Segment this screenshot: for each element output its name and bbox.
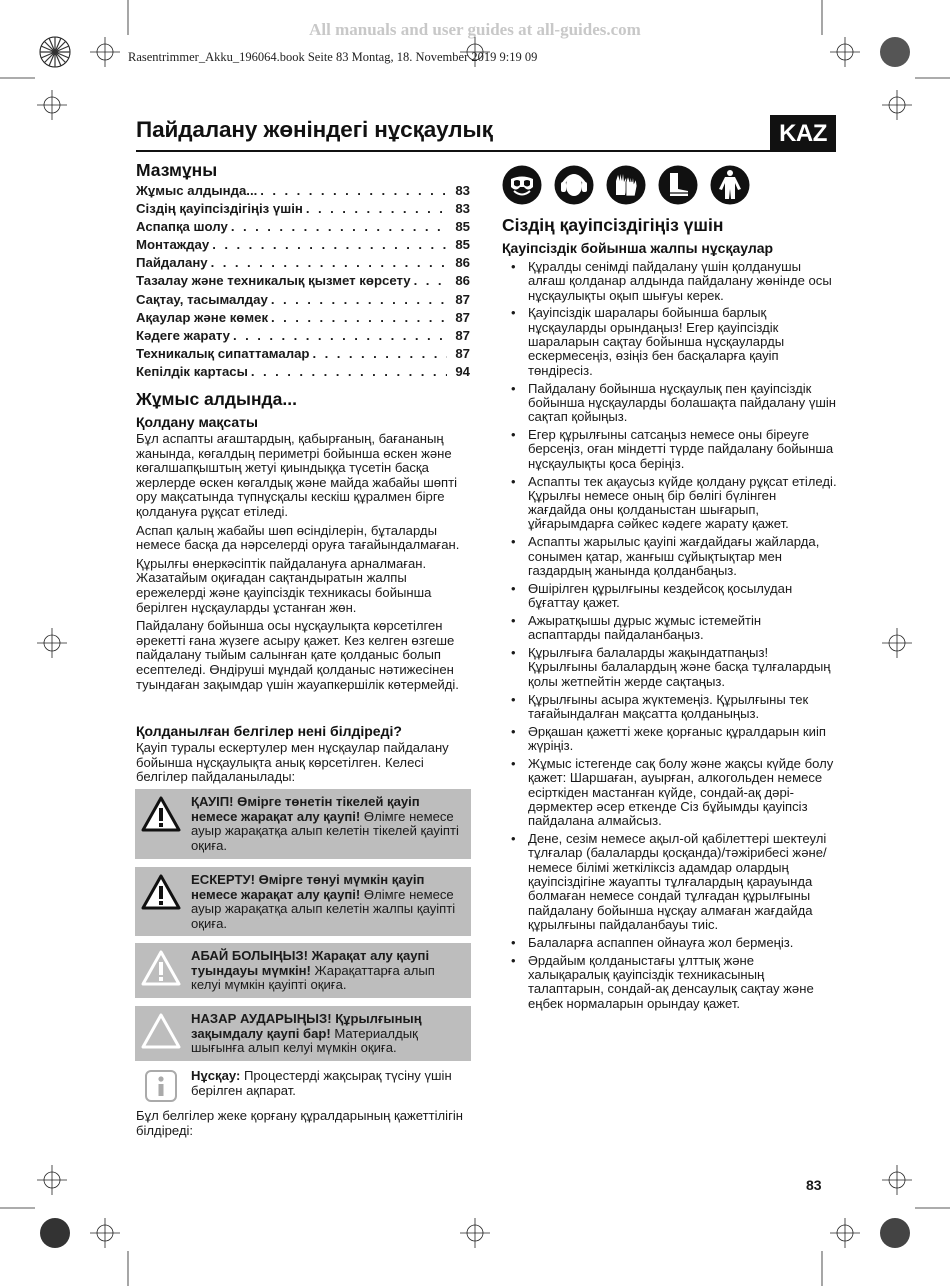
attention-triangle-icon (141, 1013, 181, 1049)
warning-text: Өлімге немесе ауыр жарақатқа алып келетін жалпы қауіпті оқиға. (191, 886, 456, 931)
toc-leader (414, 273, 447, 288)
safety-item: • Ажыратқышы дұрыс жұмыс істемейтін аспаптарды пайдаланбаңыз. (502, 614, 837, 643)
toc-row[interactable] (136, 255, 470, 273)
toc-page: 83 (455, 183, 470, 198)
toc-page: 86 (455, 273, 470, 289)
watermark-text: All manuals and user guides at all-guides.com (309, 20, 641, 39)
toc-row[interactable] (136, 273, 470, 291)
title-rule (136, 150, 836, 152)
toc-label: Техникалық сипаттамалар (136, 345, 310, 361)
toc-label: Монтаждау (136, 237, 210, 253)
ppe-icons (502, 165, 750, 205)
page-number: 83 (806, 1177, 822, 1193)
toc-page: 87 (455, 345, 470, 361)
toc-label: Аспапқа шолу (136, 219, 228, 235)
overalls-icon (710, 165, 750, 205)
toc-page: 94 (455, 363, 470, 379)
toc-row[interactable] (136, 201, 470, 219)
table-of-contents (136, 183, 470, 382)
warning-title: ЕСКЕРТУ! Өмірге төнуі мүмкін қауіп немесе жарақат алу қаупі! (191, 872, 425, 902)
toc-label: Пайдалану (136, 255, 208, 271)
caution-triangle-icon (141, 950, 181, 986)
toc-label: Ақаулар және көмек (136, 309, 269, 325)
warning-title: АБАЙ БОЛЫҢЫЗ! Жарақат алу қаупі туындауы мүмкін! (191, 948, 430, 978)
attention-box (135, 1006, 471, 1061)
safety-list (502, 260, 837, 1011)
safety-subheading: Қауіпсіздік бойынша жалпы нұсқаулар (502, 240, 774, 256)
toc-leader (312, 346, 447, 361)
toc-page: 85 (455, 237, 470, 253)
warning-triangle-icon (141, 874, 181, 910)
info-icon (144, 1069, 178, 1103)
warning-box (135, 867, 471, 936)
toc-label: Тазалау және техникалық қызмет көрсету (136, 273, 411, 289)
toc-row[interactable] (136, 237, 470, 255)
caution-box (135, 943, 471, 998)
safety-item: • Жұмыс істегенде сақ болу және жақсы күйде болу қажет: Шаршаған, ауырған, алкогольден немесе есірткіден мастанған күйде, сондай-ақ дәрі-дәрмектер әсер еткенде Сіз бұйымды қауіпсіз пайдалана алмайсыз. (502, 757, 837, 828)
note-text: Процестерді жақсырақ түсіну үшін берілген ақпарат. (191, 1068, 452, 1098)
toc-leader (306, 201, 447, 216)
toc-label: Сақтау, тасымалдау (136, 291, 268, 307)
toc-leader (271, 292, 447, 307)
warning-title: ҚАУІП! Өмірге төнетін тікелей қауіп немесе жарақат алу қаупі! (191, 794, 420, 824)
safety-item: • Балаларға аспаппен ойнауға жол бермеңіз. (502, 936, 837, 950)
toc-leader (212, 237, 447, 252)
toc-row[interactable] (136, 292, 470, 310)
safety-item: • Аспапты жарылыс қауіпі жағдайдағы жайларда, сонымен қатар, жанғыш сұйықтықтар мен газдардың жанында қолданбаңыз. (502, 535, 837, 578)
symbols-heading: Қолданылған белгілер нені білдіреді? (136, 723, 402, 739)
danger-box (135, 789, 471, 859)
paragraph: Пайдалану бойынша осы нұсқаулықта көрсетілген әрекетті ғана жүзеге асыру қажет. Кез келген өзгеше пайдалану тыйым салынған қате қолданыс болып есептеледі. Өндіруші мұндай қолданыс нәтижесінен туындаған зақымдар үшін жауапкершілік көтермейді. (136, 618, 459, 692)
warning-title: НАЗАР АУДАРЫҢЫЗ! Құрылғының зақымдалу қаупі бар! (191, 1011, 422, 1041)
toc-leader (271, 310, 447, 325)
ear-protection-icon (554, 165, 594, 205)
toc-leader (231, 219, 447, 234)
toc-row[interactable] (136, 219, 470, 237)
toc-row[interactable] (136, 328, 470, 346)
toc-page: 83 (455, 201, 470, 217)
purpose-heading: Қолдану мақсаты (136, 414, 258, 430)
safety-item: • Әрқашан қажетті жеке қорғаныс құралдарын киіп жүріңіз. (502, 725, 837, 754)
note-label: Нұсқау: (191, 1068, 241, 1083)
toc-heading: Мазмұны (136, 160, 218, 180)
safety-list-container (502, 260, 837, 1014)
safety-item: • Әрдайым қолданыстағы ұлттық және халықаралық қауіпсіздік техникасының талаптарын, сондай-ақ денсаулық сақтау және еңбек нормаларын орындау қажет. (502, 954, 837, 1011)
toc-row[interactable] (136, 346, 470, 364)
paragraph: Құрылғы өнеркәсіптік пайдалануға арналмаған. Жазатайым оқиғадан сақтандыратын жалпы ережелерді және қауіпсіздік техникасы бойынша берілген нұсқауларды ұстанған жөн. (136, 555, 432, 615)
toc-row[interactable] (136, 364, 470, 382)
safety-item: • Өшірілген құрылғыны кездейсоқ қосылудан бұғаттау қажет. (502, 582, 837, 611)
page-title: Пайдалану жөніндегі нұсқаулық (136, 117, 493, 142)
boots-icon (658, 165, 698, 205)
safety-item: • Дене, сезім немесе ақыл-ой қабілеттері шектеулі тұлғалар (балаларды қосқанда)/тәжірибесі және/немесе білімі жеткіліксіз адамдар олардың қауіпсіздігіне жауапты тұлғалардың қарауында болмаған немесе сондай тұлғадан құрылғыны пайдалану бойынша нұсқау алмаған жағдайда құрылғыны пайдаланбауы тиіс. (502, 832, 837, 932)
toc-label: Жұмыс алдында... (136, 183, 258, 198)
safety-item: • Егер құрылғыны сатсаңыз немесе оны біреуге берсеңіз, оған міндетті түрде пайдалану бойынша нұсқаулықты қоса беріңіз. (502, 428, 837, 471)
toc-leader (233, 328, 447, 343)
safety-heading: Сіздің қауіпсіздігіңіз үшін (502, 215, 724, 235)
toc-page: 87 (455, 309, 470, 325)
toc-page: 85 (455, 219, 470, 235)
safety-goggles-icon (502, 165, 542, 205)
toc-leader (211, 255, 447, 270)
safety-item: • Аспапты тек ақаусыз күйде қолдану рұқсат етіледі. Құрылғы немесе оның бір бөлігі бүлінген жағдайда оны қолданыстан шығарып, ұйғарымдарға сәйкес кәдеге жарату қажет. (502, 475, 837, 532)
safety-item: • Пайдалану бойынша нұсқаулық пен қауіпсіздік бойынша нұсқауларды болашақта пайдалану үшін сақтап қойыңыз. (502, 382, 837, 425)
toc-page: 86 (455, 255, 470, 271)
toc-row[interactable] (136, 310, 470, 328)
safety-item: • Құралды сенімді пайдалану үшін қолданушы алғаш қолданар алдында пайдалану жөнінде осы нұсқаулықты оқып шығуы керек. (502, 260, 837, 303)
toc-label: Сіздің қауіпсіздігіңіз үшін (136, 201, 303, 217)
toc-label: Кәдеге жарату (136, 327, 230, 343)
ppe-intro: Бұл белгілер жеке қорғану құралдарының қажеттілігін білдіреді: (136, 1108, 463, 1138)
paragraph: Бұл аспапты ағаштардың, қабырғаның, бағананың жанында, көгалдың периметрі бойынша өскен және көгалшапқыштың жетуі қиындыққа түсетін басқа жерлерде өскен көгалдық және майда жабайы шөпті ору мақсатында түпнұсқалы кескіш құралмен бірге қолдануға рұқсат етіледі. (136, 431, 458, 519)
toc-page: 87 (455, 327, 470, 343)
toc-leader (260, 183, 447, 198)
symbols-intro: Қауіп туралы ескертулер мен нұсқаулар пайдалану бойынша нұсқаулықта анық көрсетілген. Келесі белгілер пайдаланылады: (136, 740, 449, 785)
book-file-line: Rasentrimmer_Akku_196064.book Seite 83 Montag, 18. November 2019 9:19 09 (128, 50, 538, 64)
paragraph: Аспап қалың жабайы шөп өсінділерін, бұталарды немесе басқа да нәрселерді оруға тағайындалмаған. (136, 522, 460, 553)
toc-row[interactable] (136, 183, 470, 201)
gloves-icon (606, 165, 646, 205)
danger-triangle-icon (141, 796, 181, 832)
safety-item: • Қауіпсіздік шаралары бойынша барлық нұсқауларды орындаңыз! Егер қауіпсіздік шараларын сақтау бойынша нұсқауларды ескермесеңіз, өзіңіз бен басқаларға қауіп төндіресіз. (502, 306, 837, 377)
toc-label: Кепілдік картасы (136, 363, 248, 379)
note-box (135, 1068, 471, 1103)
toc-leader (251, 364, 447, 379)
warning-text: Материалдық шығынға алып келуі мүмкін оқиға. (191, 1025, 418, 1056)
before-work-heading: Жұмыс алдында... (136, 389, 297, 409)
safety-item: • Құрылғыны асыра жүктемеңіз. Құрылғыны тек тағайындалған мақсатта қолданыңыз. (502, 693, 837, 722)
purpose-text (136, 432, 470, 696)
warning-text: Жарақаттарға алып келуі мүмкін қауіпті оқиға. (191, 962, 435, 993)
warning-text: Өлімге немесе ауыр жарақатқа алып келетін тікелей қауіпті оқиға. (191, 808, 459, 853)
language-badge: KAZ (770, 115, 836, 152)
toc-page: 87 (455, 291, 470, 307)
safety-item: • Құрылғыға балаларды жақындатпаңыз! Құрылғыны балалардың және басқа тұлғалардың қолы жетпейтін жерде сақтаңыз. (502, 646, 837, 689)
